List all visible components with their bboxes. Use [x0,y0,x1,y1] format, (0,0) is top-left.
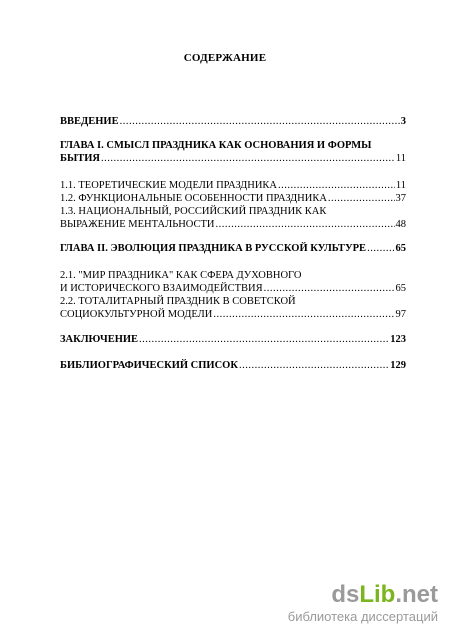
page-title: СОДЕРЖАНИЕ [183,52,267,64]
toc-chapter2-page: 65 [395,243,406,254]
dot-leader [264,283,395,296]
watermark-logo [288,583,438,624]
toc-entry-1-1 [60,180,406,193]
toc-1-1-label: 1.1. ТЕОРЕТИЧЕСКИЕ МОДЕЛИ ПРАЗДНИКА [60,180,277,191]
toc-1-2-label: 1.2. ФУНКЦИОНАЛЬНЫЕ ОСОБЕННОСТИ ПРАЗДНИКА [60,193,327,204]
toc-entry-1-3 [60,206,406,231]
toc-entry-2-2 [60,296,406,321]
dot-leader [278,180,395,193]
toc-bibliography-label: БИБЛИОГРАФИЧЕСКИЙ СПИСОК [60,360,238,371]
dot-leader [328,193,395,206]
toc-conclusion-page: 123 [390,334,406,345]
toc-bibliography-page: 129 [390,360,406,371]
toc-intro-label: ВВЕДЕНИЕ [60,116,119,127]
dslib-logo: dsLib.net [331,581,438,608]
dot-leader [101,153,395,166]
toc-entry-chapter1 [60,140,406,165]
dot-leader [239,360,389,373]
toc-chapter1-line2: БЫТИЯ [60,152,101,164]
watermark-tagline: библиотека диссертаций [287,609,438,624]
toc-conclusion-label: ЗАКЛЮЧЕНИЕ [60,334,139,345]
dot-leader [367,243,394,256]
toc-1-3-line2: ВЫРАЖЕНИЕ МЕНТАЛЬНОСТИ [60,218,215,230]
toc-chapter1-line1: ГЛАВА I. СМЫСЛ ПРАЗДНИКА КАК ОСНОВАНИЯ И ФОРМЫ [60,140,372,151]
dot-leader [213,309,394,322]
toc-entry-intro [60,116,406,129]
toc-2-1-page: 65 [395,282,406,294]
toc-1-3-line1: 1.3. НАЦИОНАЛЬНЫЙ, РОССИЙСКИЙ ПРАЗДНИК КАК [60,206,327,217]
toc-entry-2-1 [60,270,406,295]
toc-2-1-line1: 2.1. "МИР ПРАЗДНИКА" КАК СФЕРА ДУХОВНОГО [60,270,302,281]
toc-2-2-line1: 2.2. ТОТАЛИТАРНЫЙ ПРАЗДНИК В СОВЕТСКОЙ [60,296,296,307]
toc-entry-1-2 [60,193,406,206]
toc-2-1-line2: И ИСТОРИЧЕСКОГО ВЗАИМОДЕЙСТВИЯ [60,282,263,294]
toc-entry-conclusion [60,334,406,347]
toc-chapter2-label: ГЛАВА II. ЭВОЛЮЦИЯ ПРАЗДНИКА В РУССКОЙ КУЛЬТУРЕ [60,243,367,254]
toc-entry-chapter2 [60,243,406,256]
toc-1-3-page: 48 [395,218,406,230]
toc-2-2-page: 97 [395,308,406,320]
dot-leader [139,334,389,347]
toc-chapter1-page: 11 [395,152,406,164]
dot-leader [120,116,400,129]
toc-1-1-page: 11 [395,180,406,191]
dot-leader [216,219,395,232]
toc-1-2-page: 37 [395,193,406,204]
toc-intro-page: 3 [400,116,406,127]
toc-2-2-line2: СОЦИОКУЛЬТУРНОЙ МОДЕЛИ [60,308,213,320]
toc-entry-bibliography [60,360,406,373]
